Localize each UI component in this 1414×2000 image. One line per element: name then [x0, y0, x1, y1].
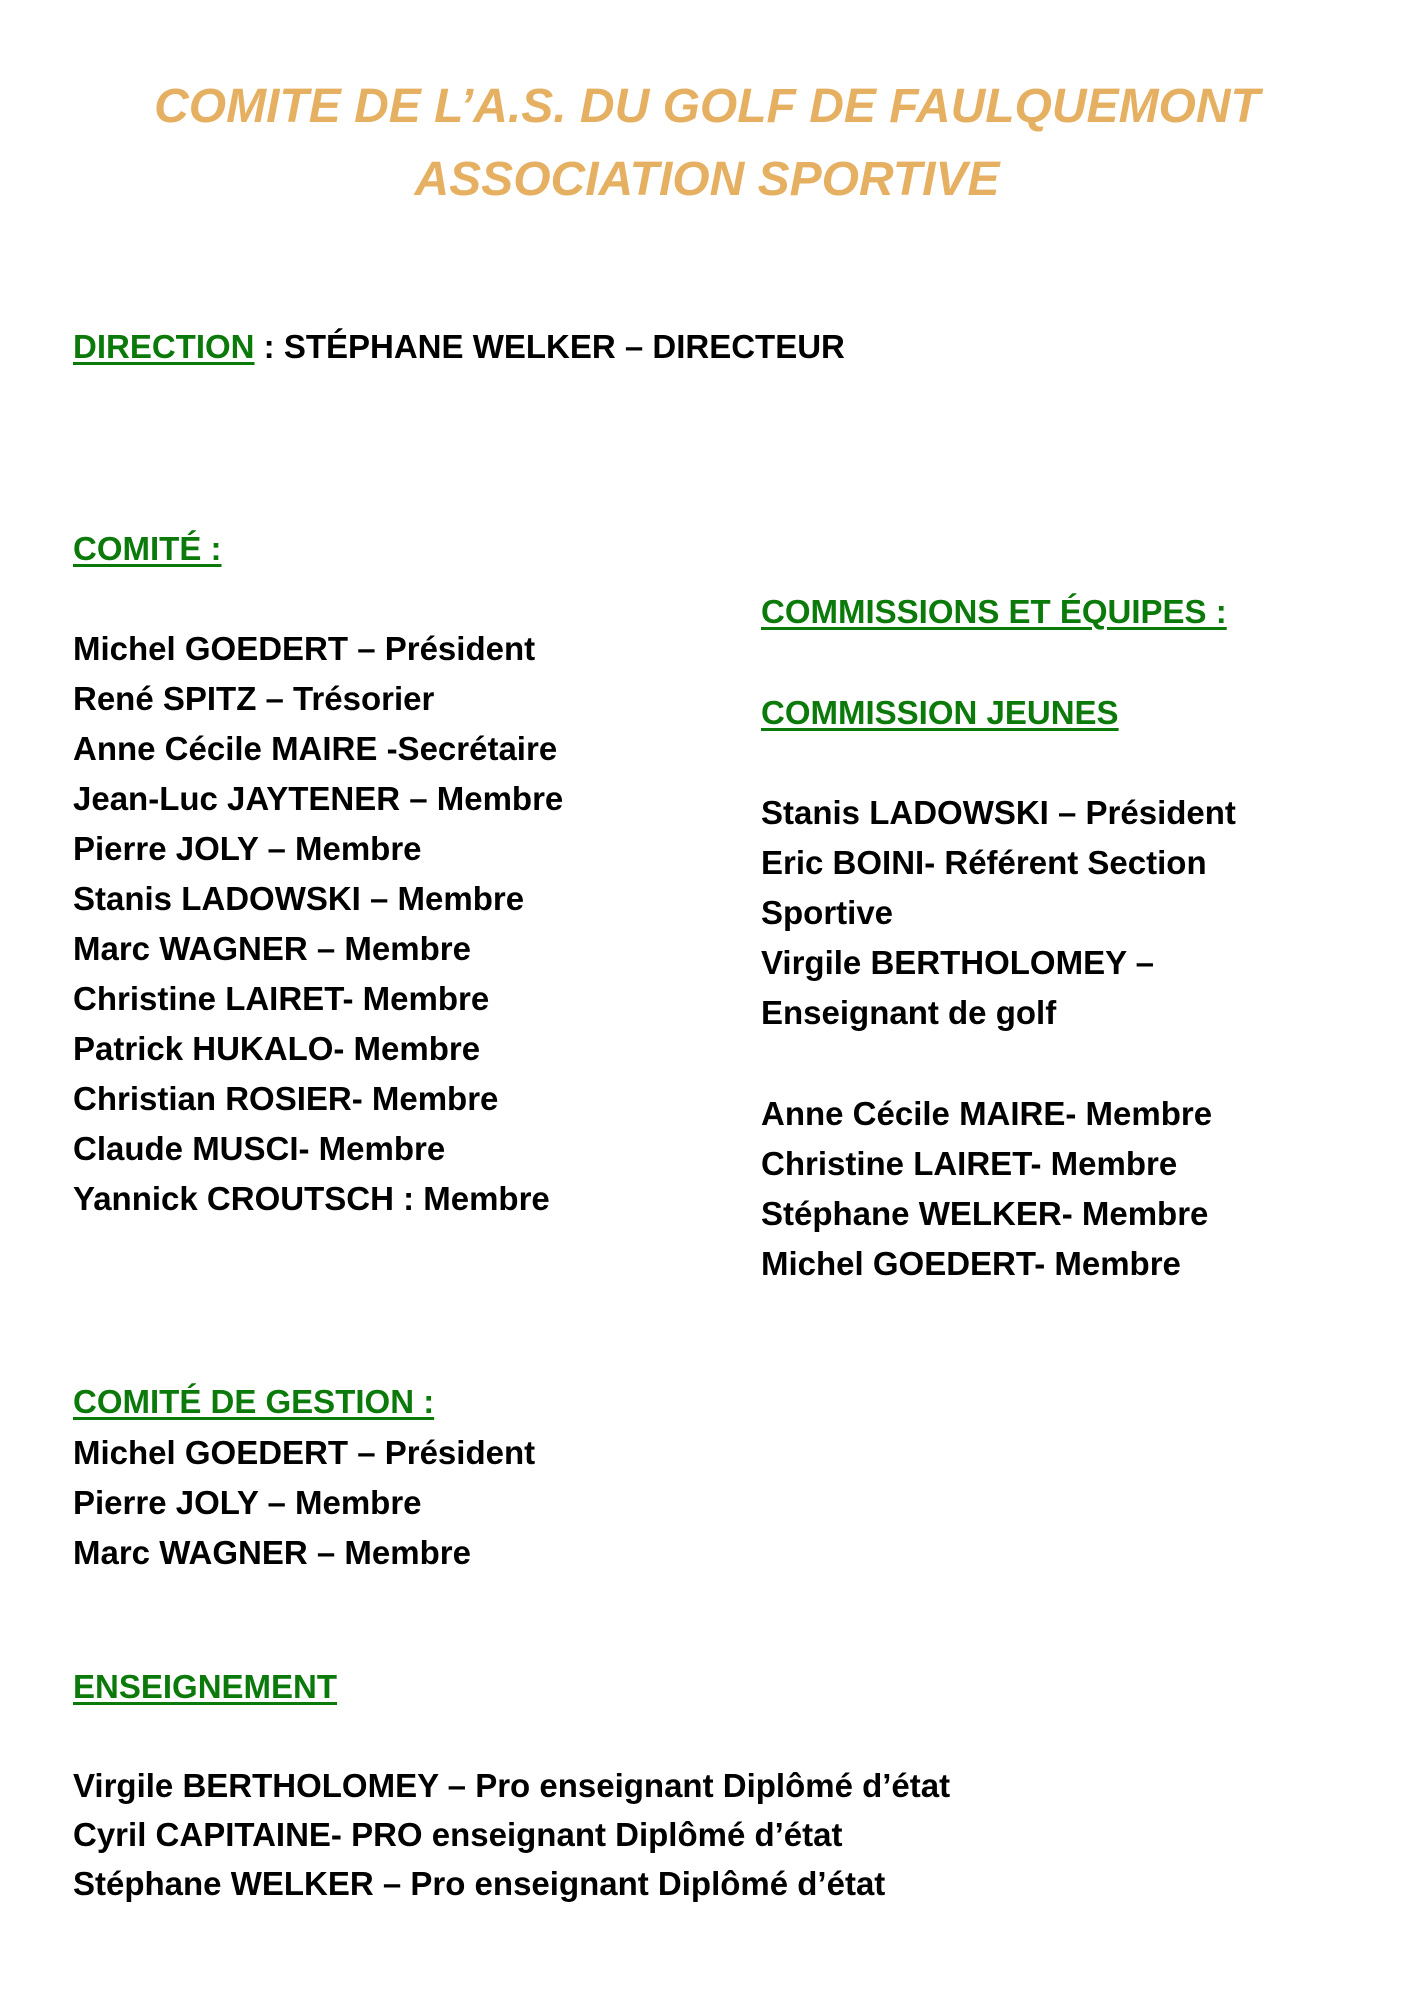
- gestion-member: Marc WAGNER – Membre: [73, 1534, 471, 1571]
- enseignement-member: Cyril CAPITAINE- PRO enseignant Diplômé d’état: [73, 1816, 843, 1853]
- title-line-1: COMITE DE L’A.S. DU GOLF DE FAULQUEMONT: [154, 80, 1260, 133]
- direction-heading: DIRECTION: [73, 328, 255, 365]
- enseignement-member: Virgile BERTHOLOMEY – Pro enseignant Diplômé d’état: [73, 1767, 951, 1804]
- comite-member: Patrick HUKALO- Membre: [73, 1030, 481, 1067]
- commission-line: Virgile BERTHOLOMEY –: [761, 944, 1155, 981]
- commission-member: Stéphane WELKER- Membre: [761, 1195, 1209, 1232]
- commission-line: Enseignant de golf: [761, 994, 1057, 1031]
- gestion-member: Pierre JOLY – Membre: [73, 1484, 422, 1521]
- comite-member: Jean-Luc JAYTENER – Membre: [73, 780, 564, 817]
- comite-member: Pierre JOLY – Membre: [73, 830, 422, 867]
- comite-member: Michel GOEDERT – Président: [73, 630, 536, 667]
- enseignement-heading: ENSEIGNEMENT: [73, 1668, 338, 1705]
- comite-heading: COMITÉ :: [73, 530, 222, 567]
- comite-member: Claude MUSCI- Membre: [73, 1130, 446, 1167]
- comite-member: Christian ROSIER- Membre: [73, 1080, 499, 1117]
- comite-member: Marc WAGNER – Membre: [73, 930, 471, 967]
- commission-member: Christine LAIRET- Membre: [761, 1145, 1178, 1182]
- commission-jeunes-heading: COMMISSION JEUNES: [761, 694, 1119, 731]
- commission-line: Eric BOINI- Référent Section: [761, 844, 1207, 881]
- comite-member: Yannick CROUTSCH : Membre: [73, 1180, 550, 1217]
- commission-member: Anne Cécile MAIRE- Membre: [761, 1095, 1213, 1132]
- comite-member: Christine LAIRET- Membre: [73, 980, 490, 1017]
- comite-member: Stanis LADOWSKI – Membre: [73, 880, 525, 917]
- gestion-member: Michel GOEDERT – Président: [73, 1434, 536, 1471]
- comite-member: Anne Cécile MAIRE -Secrétaire: [73, 730, 558, 767]
- gestion-heading: COMITÉ DE GESTION :: [73, 1383, 435, 1420]
- commission-member: Michel GOEDERT- Membre: [761, 1245, 1181, 1282]
- direction-text: : STÉPHANE WELKER – DIRECTEUR: [254, 328, 845, 365]
- commissions-heading: COMMISSIONS ET ÉQUIPES :: [761, 593, 1227, 630]
- enseignement-member: Stéphane WELKER – Pro enseignant Diplômé d’état: [73, 1865, 886, 1902]
- commission-line: Sportive: [761, 894, 894, 931]
- commission-line: Stanis LADOWSKI – Président: [761, 794, 1236, 831]
- direction-line: [73, 330, 845, 363]
- title-line-2: ASSOCIATION SPORTIVE: [414, 153, 1000, 206]
- comite-member: René SPITZ – Trésorier: [73, 680, 435, 717]
